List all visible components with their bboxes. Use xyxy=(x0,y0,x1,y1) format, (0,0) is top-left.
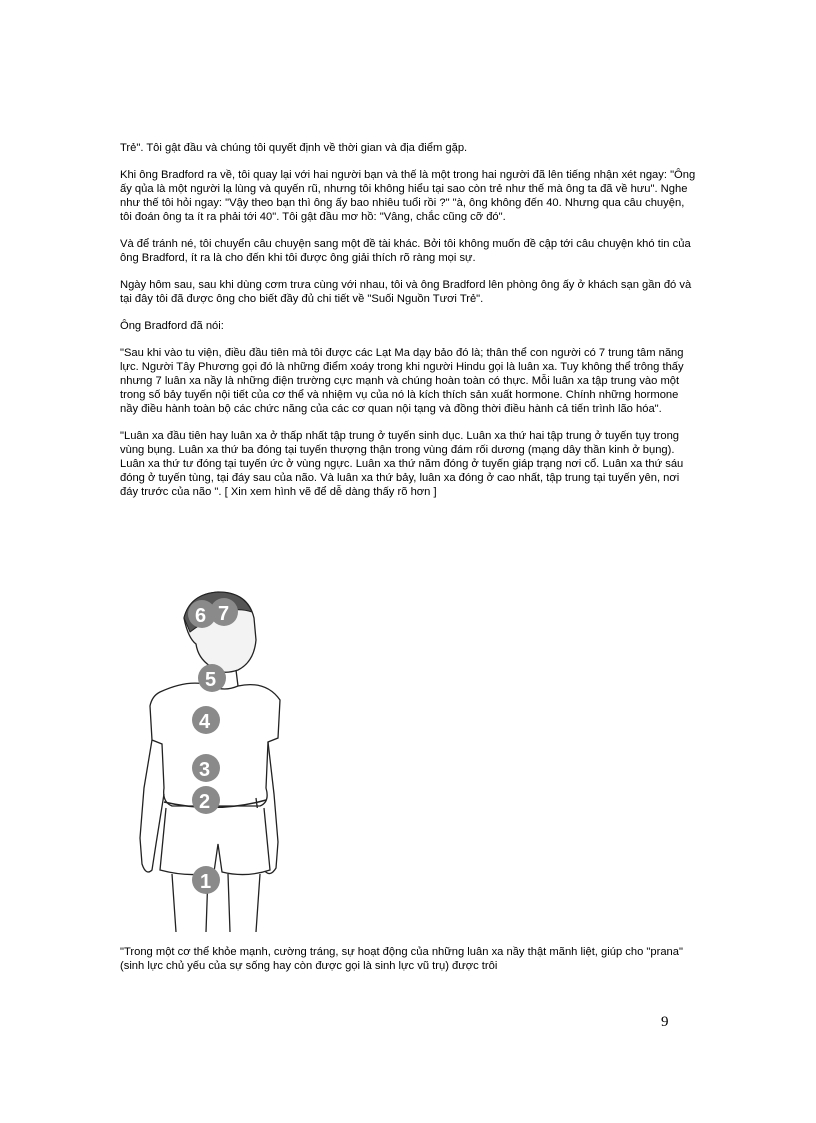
paragraph: "Trong một cơ thể khỏe mạnh, cường tráng, sự hoạt động của những luân xa nầy thật mãnh liệt, giúp cho "prana" (sinh lực chủ yếu của sự sống hay còn được gọi là sinh lực vũ trụ) được trôi xyxy=(120,946,683,972)
chakra-body-illustration xyxy=(120,588,284,932)
body-text-top xyxy=(120,141,698,512)
chakra-label-1: 1 xyxy=(200,871,212,893)
paragraph: Trẻ". Tôi gật đầu và chúng tôi quyết định về thời gian và địa điểm gặp. xyxy=(120,142,468,154)
chakra-figure xyxy=(120,588,284,932)
paragraph: "Sau khi vào tu viện, điều đầu tiên mà tôi được các Lạt Ma dạy bảo đó là; thân thể con người có 7 trung tâm năng lực. Người Tây Phương gọi đó là những điểm xoáy trong khi người Hindu gọi là luân xa. Tuy không thể trông thấy nhưng 7 luân xa nầy là những điện trường cực mạnh và chúng hoàn toàn có thực. Mỗi luân xa tập trung vào một trong số bảy tuyến nội tiết của cơ thể và nhiệm vụ của nó là kích thích sản xuất hormone. Chính những hormone nầy điều hành toàn bộ các chức năng của các cơ quan nội tạng và đồng thời điều hành cả tiến trình lão hóa". xyxy=(120,347,684,415)
chakra-label-3: 3 xyxy=(199,759,211,781)
paragraph: Ông Bradford đã nói: xyxy=(120,320,224,332)
page-number: 9 xyxy=(661,1014,669,1030)
paragraph: "Luân xa đầu tiên hay luân xa ở thấp nhất tập trung ở tuyến sinh dục. Luân xa thứ hai tập trung ở tuyến tụy trong vùng bụng. Luân xa thứ ba đóng tại tuyến thượng thận trong vùng đám rối dương (mạng dây thần kinh ở bụng). Luân xa thứ tư đóng tại tuyến ức ở vùng ngực. Luân xa thứ năm đóng ở tuyến giáp trạng nơi cổ. Luân xa thứ sáu đóng ở tuyến tùng, tại đáy sau của não. Và luân xa thứ bảy, luân xa đóng ở cao nhất, tập trung tại tuyến yên, nơi đáy trước của não ". [ Xin xem hình vẽ để dễ dàng thấy rõ hơn ] xyxy=(120,430,684,498)
chakra-label-7: 7 xyxy=(218,603,230,625)
chakra-label-2: 2 xyxy=(199,791,211,813)
paragraph: Ngày hôm sau, sau khi dùng cơm trưa cùng với nhau, tôi và ông Bradford lên phòng ông ấy ở khách sạn gần đó và tại đây tôi đã được ông cho biết đầy đủ chi tiết về "Suối Nguồn Tươi Trẻ". xyxy=(120,279,692,305)
body-text-bottom xyxy=(120,945,698,986)
paragraph: Và để tránh né, tôi chuyển câu chuyện sang một đề tài khác. Bởi tôi không muốn đề cập tới câu chuyện khó tin của ông Bradford, ít ra là cho đến khi tôi được ông giải thích rõ ràng mọi sự. xyxy=(120,238,691,264)
paragraph: Khi ông Bradford ra về, tôi quay lại với hai người bạn và thế là một trong hai người đã lên tiếng nhận xét ngay: "Ông ấy qủa là một người lạ lùng và quyến rũ, nhưng tôi không hiểu tại sao còn trẻ như thế mà ông ta đã về hưu". Nghe như thế tôi hỏi ngay: "Vậy theo bạn thì ông ấy bao nhiêu tuổi rồi ?" "à, ông không đến 40. Nhưng qua câu chuyện, tôi đoán ông ta ít ra phải tới 40". Tôi gật đầu mơ hồ: "Vâng, chắc cũng cỡ đó". xyxy=(120,169,696,223)
chakra-label-4: 4 xyxy=(199,711,211,733)
chakra-label-6: 6 xyxy=(195,605,207,627)
chakra-label-5: 5 xyxy=(205,669,217,691)
